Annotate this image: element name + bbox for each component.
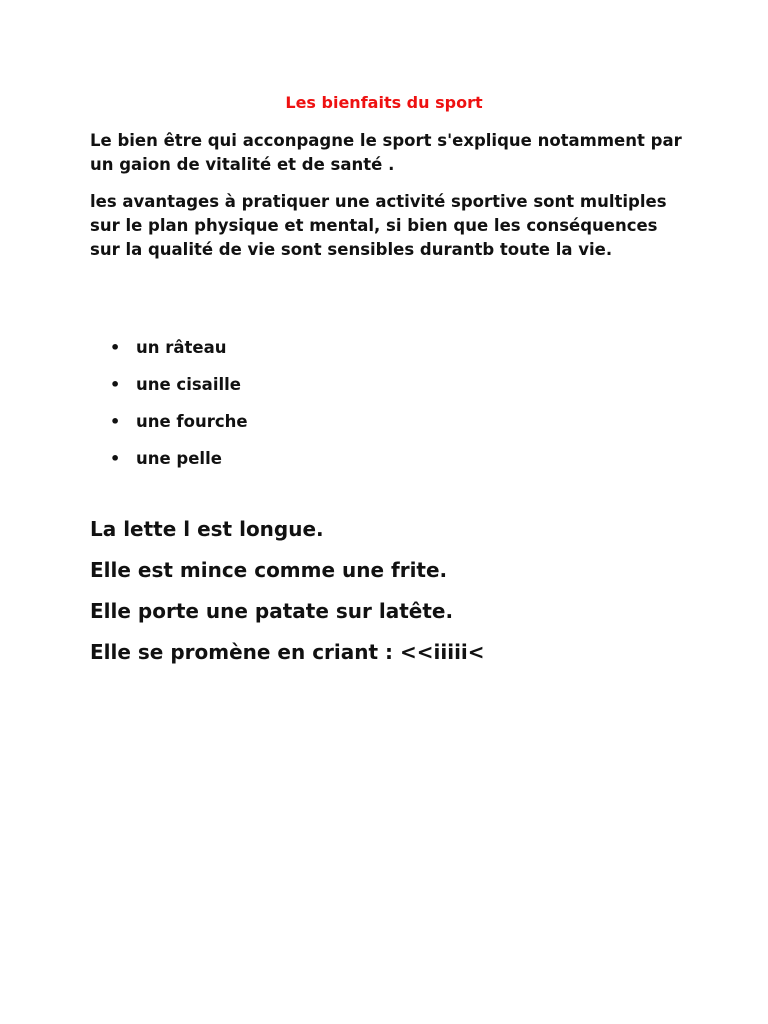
bullet-icon: • — [110, 375, 121, 394]
document-title: Les bienfaits du sport — [285, 93, 483, 112]
bullet-icon: • — [110, 338, 121, 357]
poem-line: Elle porte une patate sur latête. — [90, 599, 454, 623]
poem-line: Elle se promène en criant : <<iiiii< — [90, 640, 485, 664]
bullet-icon: • — [110, 449, 121, 468]
paragraph-advantages: les avantages à pratiquer une activité sportive sont multiples sur le plan physique et mental, si bien que les conséquences sur la qualité de vie sont sensibles durantb toute la vie. — [90, 192, 667, 259]
list-item-label: un râteau — [136, 338, 227, 357]
poem-block — [90, 516, 485, 680]
poem-line: Elle est mince comme une frite. — [90, 558, 448, 582]
paragraph-intro: Le bien être qui acconpagne le sport s'explique notamment par un gaion de vitalité et de santé . — [90, 131, 682, 174]
list-item-label: une pelle — [136, 449, 222, 468]
list-item-label: une cisaille — [136, 375, 241, 394]
bullet-icon: • — [110, 412, 121, 431]
list-item-label: une fourche — [136, 412, 248, 431]
poem-line: La lette l est longue. — [90, 517, 324, 541]
